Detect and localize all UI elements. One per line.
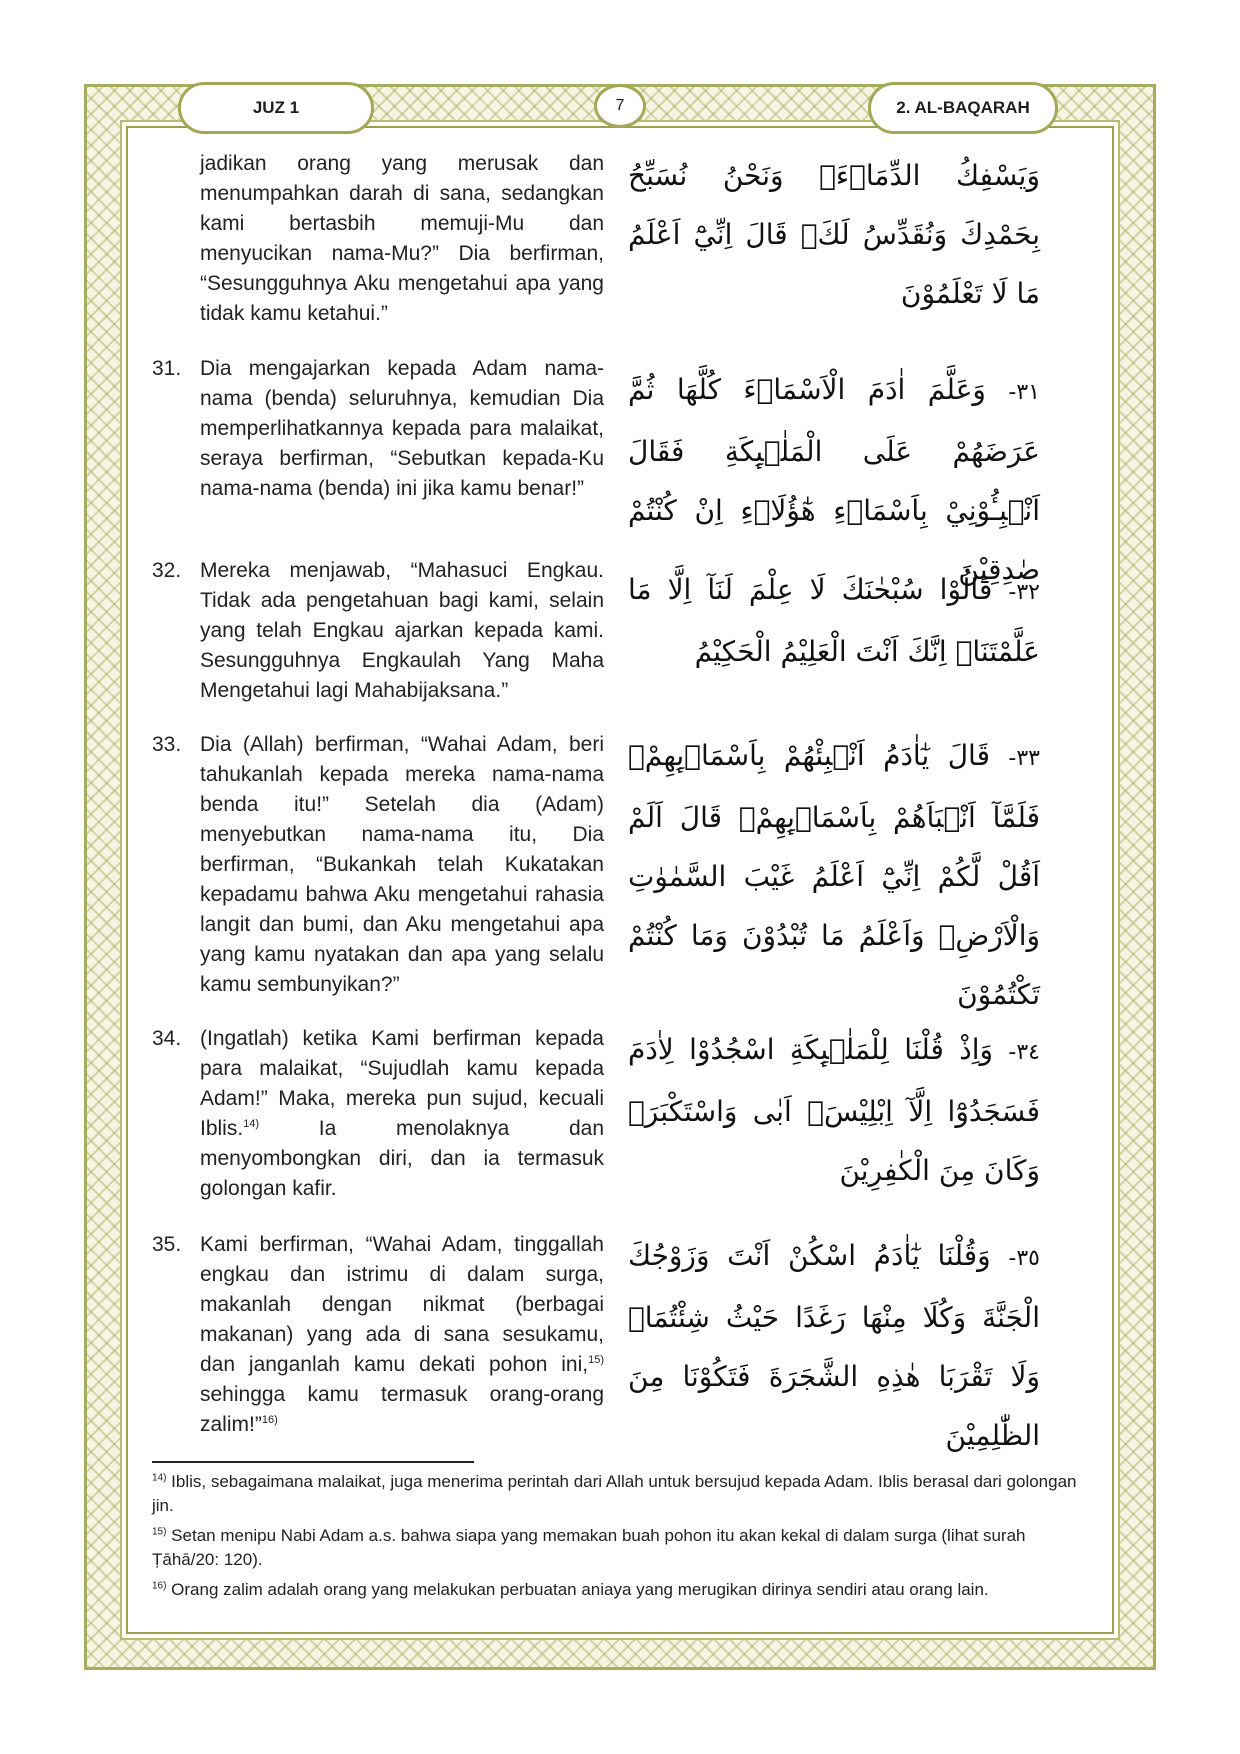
arabic-verse-number: ٣٢- (1008, 580, 1040, 605)
verse-35-translation (152, 1230, 604, 1440)
verse-number: 33. (152, 733, 182, 756)
footnote-ref[interactable]: 16) (261, 1414, 278, 1426)
arabic-text: قَالُوْا سُبْحٰنَكَ لَا عِلْمَ لَنَآ اِلَّا مَا عَلَّمْتَنَاۗ اِنَّكَ اَنْتَ الْعَلِيْمُ الْحَكِيْمُ (628, 573, 1040, 668)
translation-text: jadikan orang yang merusak dan menumpahkan darah di sana, sedangkan kami bertasbih memuji-Mu dan menyucikan nama-Mu?” Dia berfirman, “Sesungguhnya Aku mengetahui apa yang tidak kamu ketahui.” (200, 152, 604, 325)
footnotes (152, 1470, 1087, 1608)
verse-number: 32. (152, 559, 182, 582)
footnote-16 (152, 1578, 1087, 1602)
verse-31-translation (152, 354, 604, 504)
arabic-text: قَالَ يٰٓاٰدَمُ اَنْۢبِئْهُمْ بِاَسْمَاۤىِٕهِمْۚ فَلَمَّآ اَنْۢبَاَهُمْ بِاَسْمَاۤىِٕهِمْۙ قَالَ اَلَمْ اَقُلْ لَّكُمْ اِنِّيْٓ اَعْلَمُ غَيْبَ السَّمٰوٰتِ وَالْاَرْضِۙ وَاَعْلَمُ مَا تُبْدُوْنَ وَمَا كُنْتُمْ تَكْتُمُوْنَ (628, 739, 1040, 1011)
footnote-ref[interactable]: 15) (588, 1354, 604, 1366)
translation-part: Ia menolaknya dan menyombongkan diri, dan ia termasuk golongan kafir. (200, 1117, 604, 1200)
page-number-text: 7 (615, 97, 625, 114)
arabic-text: وَقُلْنَا يٰٓاٰدَمُ اسْكُنْ اَنْتَ وَزَوْجُكَ الْجَنَّةَ وَكُلَا مِنْهَا رَغَدًا حَيْثُ شِئْتُمَاۖ وَلَا تَقْرَبَا هٰذِهِ الشَّجَرَةَ فَتَكُوْنَا مِنَ الظّٰلِمِيْنَ (628, 1239, 1040, 1452)
translation-part: sehingga kamu termasuk orang-orang zalim!” (200, 1383, 604, 1436)
arabic-verse-number: ٣٥- (1008, 1246, 1040, 1271)
translation-part: (Ingatlah) ketika Kami berfirman kepada para malaikat, “Sujudlah kamu kepada Adam!” Maka, mereka pun sujud, kecuali Iblis. (200, 1027, 604, 1140)
verse-33-arabic (628, 726, 1040, 1024)
verse-33-translation (152, 730, 604, 1000)
footnote-text: Orang zalim adalah orang yang melakukan perbuatan aniaya yang merugikan dirinya sendiri atau orang lain. (166, 1580, 989, 1599)
arabic-text: وَعَلَّمَ اٰدَمَ الْاَسْمَاۤءَ كُلَّهَا ثُمَّ عَرَضَهُمْ عَلَى الْمَلٰۤىِٕكَةِ فَقَالَ اَنْۢبِـُٔوْنِيْ بِاَسْمَاۤءِ هٰٓؤُلَاۤءِ اِنْ كُنْتُمْ صٰدِقِيْنَ (628, 373, 1040, 586)
translation-text: Mereka menjawab, “Mahasuci Engkau. Tidak ada pengetahuan bagi kami, selain yang telah Engkau ajarkan kepada kami. Sesungguhnya Engkaulah Yang Maha Mengetahui lagi Mahabijaksana.” (200, 559, 604, 702)
translation-text (200, 1230, 604, 1440)
translation-text: Dia (Allah) berfirman, “Wahai Adam, beri tahukanlah kepada mereka nama-nama benda itu!” Setelah dia (Adam) menyebutkan nama-nama itu, Dia berfirman, “Bukankah telah Kukatakan kepadamu bahwa Aku mengetahui rahasia langit dan bumi, dan Aku mengetahui apa yang kamu nyatakan dan apa yang selalu kamu sembunyikan?” (200, 733, 604, 996)
verse-34-arabic (628, 1020, 1040, 1200)
verse-number: 35. (152, 1233, 182, 1256)
verse-35-arabic (628, 1226, 1040, 1465)
verse-number: 34. (152, 1027, 182, 1050)
verse-30-arabic (628, 146, 1040, 323)
footnote-14 (152, 1470, 1087, 1518)
translation-part: Kami berfirman, “Wahai Adam, tinggallah engkau dan istrimu di dalam surga, makanlah dengan nikmat (berbagai makanan) yang ada di sana sesukamu, dan janganlah kamu dekati pohon ini, (200, 1233, 604, 1376)
arabic-verse-number: ٣٤- (1008, 1040, 1040, 1065)
verse-32-translation (152, 556, 604, 706)
page-number (594, 84, 646, 128)
surah-text: 2. AL-BAQARAH (896, 98, 1030, 117)
juz-label (178, 82, 374, 134)
arabic-verse-number: ٣٣- (1008, 746, 1040, 771)
arabic-text: وَاِذْ قُلْنَا لِلْمَلٰۤىِٕكَةِ اسْجُدُوْا لِاٰدَمَ فَسَجَدُوْٓا اِلَّآ اِبْلِيْسَۗ اَبٰى وَاسْتَكْبَرَۖ وَكَانَ مِنَ الْكٰفِرِيْنَ (628, 1033, 1040, 1187)
footnote-15 (152, 1524, 1087, 1572)
verse-34-translation (152, 1024, 604, 1204)
footnote-ref[interactable]: 14) (243, 1118, 260, 1130)
surah-label (868, 82, 1058, 134)
footnote-text: Iblis, sebagaimana malaikat, juga menerima perintah dari Allah untuk bersujud kepada Adam. Iblis berasal dari golongan jin. (152, 1472, 1077, 1515)
verse-number: 31. (152, 357, 182, 380)
footnote-divider (152, 1461, 474, 1463)
verse-32-arabic (628, 560, 1040, 681)
juz-text: JUZ 1 (252, 98, 300, 117)
footnote-mark: 16) (152, 1580, 167, 1592)
footnote-text: Setan menipu Nabi Adam a.s. bahwa siapa yang memakan buah pohon itu akan kekal di dalam surga (lihat surah Ṭāhā/20: 120). (152, 1526, 1026, 1569)
verse-30-translation (152, 149, 604, 329)
arabic-verse-number: ٣١- (1008, 380, 1040, 405)
footnote-mark: 15) (152, 1526, 167, 1538)
translation-text: Dia mengajarkan kepada Adam nama-nama (benda) seluruhnya, kemudian Dia memperlihatkannya kepada para malaikat, seraya berfirman, “Sebutkan kepada-Ku nama-nama (benda) ini jika kamu benar!” (200, 357, 604, 500)
footnote-mark: 14) (152, 1472, 167, 1484)
arabic-text: وَيَسْفِكُ الدِّمَاۤءَۚ وَنَحْنُ نُسَبِّحُ بِحَمْدِكَ وَنُقَدِّسُ لَكَۗ قَالَ اِنِّيْٓ اَعْلَمُ مَا لَا تَعْلَمُوْنَ (628, 159, 1040, 310)
translation-text (200, 1024, 604, 1204)
